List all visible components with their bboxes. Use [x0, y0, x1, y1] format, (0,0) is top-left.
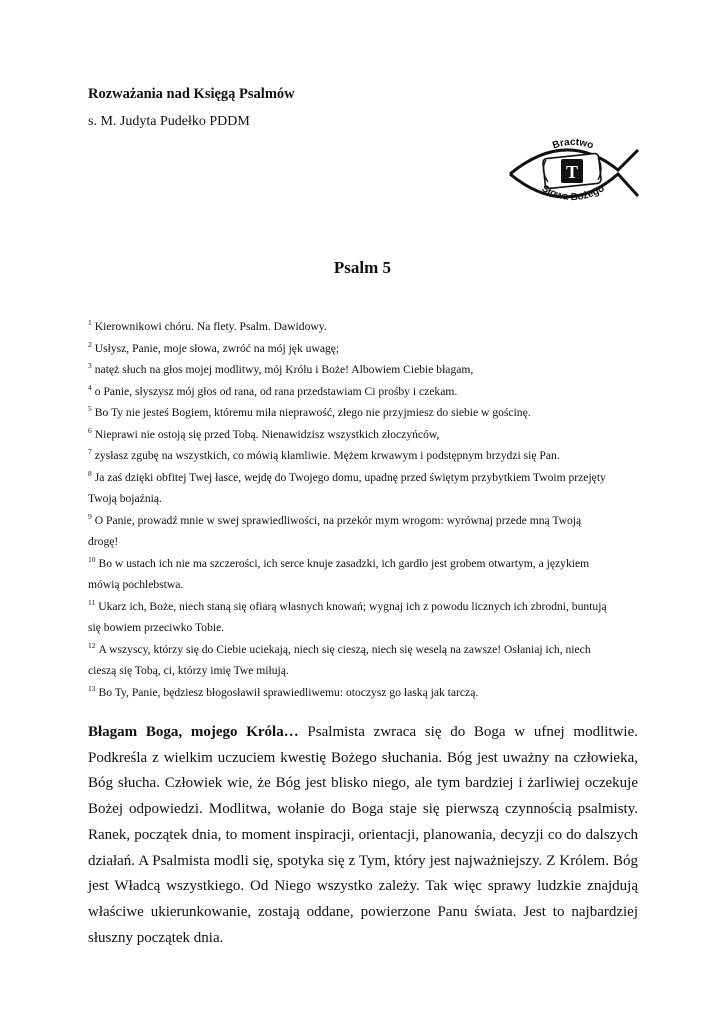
psalm-verse: [88, 316, 648, 338]
verse-number: 11: [88, 597, 96, 607]
psalm-verse-continuation: [88, 531, 648, 553]
verse-text: A wszyscy, którzy się do Ciebie uciekają, niech się cieszą, niech się weselą na zawsze! Osłaniaj ich, niech: [98, 642, 591, 656]
verse-text: Kierownikowi chóru. Na flety. Psalm. Dawidowy.: [94, 320, 327, 333]
logo-text-bottom: Słowa Bożego: [539, 183, 607, 204]
verse-text: Twoją bojaźnią.: [88, 492, 162, 505]
tau-emblem-icon: [561, 159, 583, 183]
verse-text: cieszą się Tobą, ci, którzy imię Twe miłują.: [88, 664, 289, 677]
logo-text-top: Bractwo: [551, 136, 595, 152]
verse-text: się bowiem przeciwko Tobie.: [88, 621, 225, 634]
verse-text: Usłysz, Panie, moje słowa, zwróć na mój jęk uwagę;: [94, 341, 340, 355]
verse-number: 8: [88, 468, 92, 478]
psalm-verse: [88, 467, 648, 489]
commentary-lead: Błagam Boga, mojego Króla…: [88, 724, 299, 740]
verse-number: 2: [88, 339, 92, 349]
psalm-verse-continuation: [88, 574, 648, 596]
psalm-verse-continuation: [88, 660, 648, 682]
psalm-verse: [88, 424, 648, 446]
psalm-verse: [88, 381, 648, 403]
psalm-verse: [88, 402, 648, 424]
verse-number: 9: [88, 511, 92, 521]
verse-number: 4: [88, 382, 92, 392]
psalm-heading: Psalm 5: [333, 258, 392, 277]
verse-number: 5: [88, 404, 92, 413]
verse-number: 1: [88, 318, 92, 327]
verse-text: Bo w ustach ich nie ma szczerości, ich serce knuje zasadzki, ich gardło jest grobem otwartym, a językiem: [98, 556, 590, 570]
verse-text: Ukarz ich, Boże, niech staną się ofiarą własnych knowań; wygnaj ich z powodu licznych ich zbrodni, buntują: [98, 599, 607, 613]
verse-number: 13: [88, 683, 96, 693]
psalm-verse-continuation: [88, 617, 648, 639]
verse-text: natęż słuch na głos mojej modlitwy, mój Królu i Boże! Albowiem Ciebie błagam,: [94, 363, 474, 376]
commentary-body: Psalmista zwraca się do Boga w ufnej modlitwie. Podkreśla z wielkim uczuciem kwestię Bożego słuchania. Bóg jest uważny na człowieka, Bóg słucha. Człowiek wie, że Bóg jest blisko niego, ale tym bardziej i żarliwiej oczekuje Bożej odpowiedzi. Modlitwa, wołanie do Boga staje się pierwszą czynnością psalmisty. Ranek, początek dnia, to moment inspiracji, orientacji, planowania, decyzji co do dalszych działań. A Psalmista modli się, spotyka się z Tym, który jest najważniejszy. Z Królem. Bóg jest Władcą wszystkiego. Od Niego wszystko zależy. Tak więc sprawy ludzkie znajdują właściwe ukierunkowanie, zostają oddane, powierzone Panu świata. Jest to najbardziej słuszny początek dnia.: [88, 724, 638, 946]
verse-number: 12: [88, 640, 96, 650]
psalm-verse: [88, 359, 648, 381]
psalm-verse: [88, 338, 648, 360]
bractwo-fish-logo: [506, 126, 640, 216]
verse-text: Bo Ty, Panie, będziesz błogosławił sprawiedliwemu: otoczysz go łaską jak tarczą.: [98, 685, 479, 699]
verse-number: 7: [88, 447, 92, 456]
psalm-verse: [88, 596, 648, 618]
document-title: Rozważania nad Księgą Psalmów: [88, 86, 295, 102]
verse-text: Ja zaś dzięki obfitej Twej łasce, wejdę do Twojego domu, upadnę przed świętym przybytkiem Twoim przejęty: [94, 470, 606, 484]
verse-text: o Panie, słyszysz mój głos od rana, od rana przedstawiam Ci prośby i czekam.: [94, 384, 458, 398]
verse-text: Nieprawi nie ostoją się przed Tobą. Nienawidzisz wszystkich złoczyńców,: [94, 427, 440, 441]
commentary-paragraph: [88, 720, 638, 951]
verse-text: Bo Ty nie jesteś Bogiem, któremu miła nieprawość, złego nie przyjmiesz do siebie w gościnę.: [94, 406, 531, 419]
document-author: s. M. Judyta Pudełko PDDM: [88, 114, 250, 129]
psalm-verse-continuation: [88, 488, 648, 510]
psalm-verse: [88, 639, 648, 661]
verse-text: zysłasz zgubę na wszystkich, co mówią kłamliwie. Mężem krwawym i podstępnym brzydzi się Pan.: [94, 449, 560, 462]
psalm-verse: [88, 510, 648, 532]
verse-text: mówią pochlebstwa.: [88, 578, 184, 591]
verse-text: drogę!: [88, 535, 119, 548]
verse-number: 3: [88, 361, 92, 370]
verse-text: O Panie, prowadź mnie w swej sprawiedliwości, na przekór mym wrogom: wyrównaj przede mną Twoją: [94, 513, 582, 527]
verse-number: 10: [88, 554, 96, 564]
svg-text:T: T: [565, 162, 579, 182]
psalm-verse: [88, 682, 648, 704]
psalm-verses: [88, 316, 648, 703]
psalm-verse: [88, 445, 648, 467]
verse-number: 6: [88, 425, 92, 435]
psalm-verse: [88, 553, 648, 575]
